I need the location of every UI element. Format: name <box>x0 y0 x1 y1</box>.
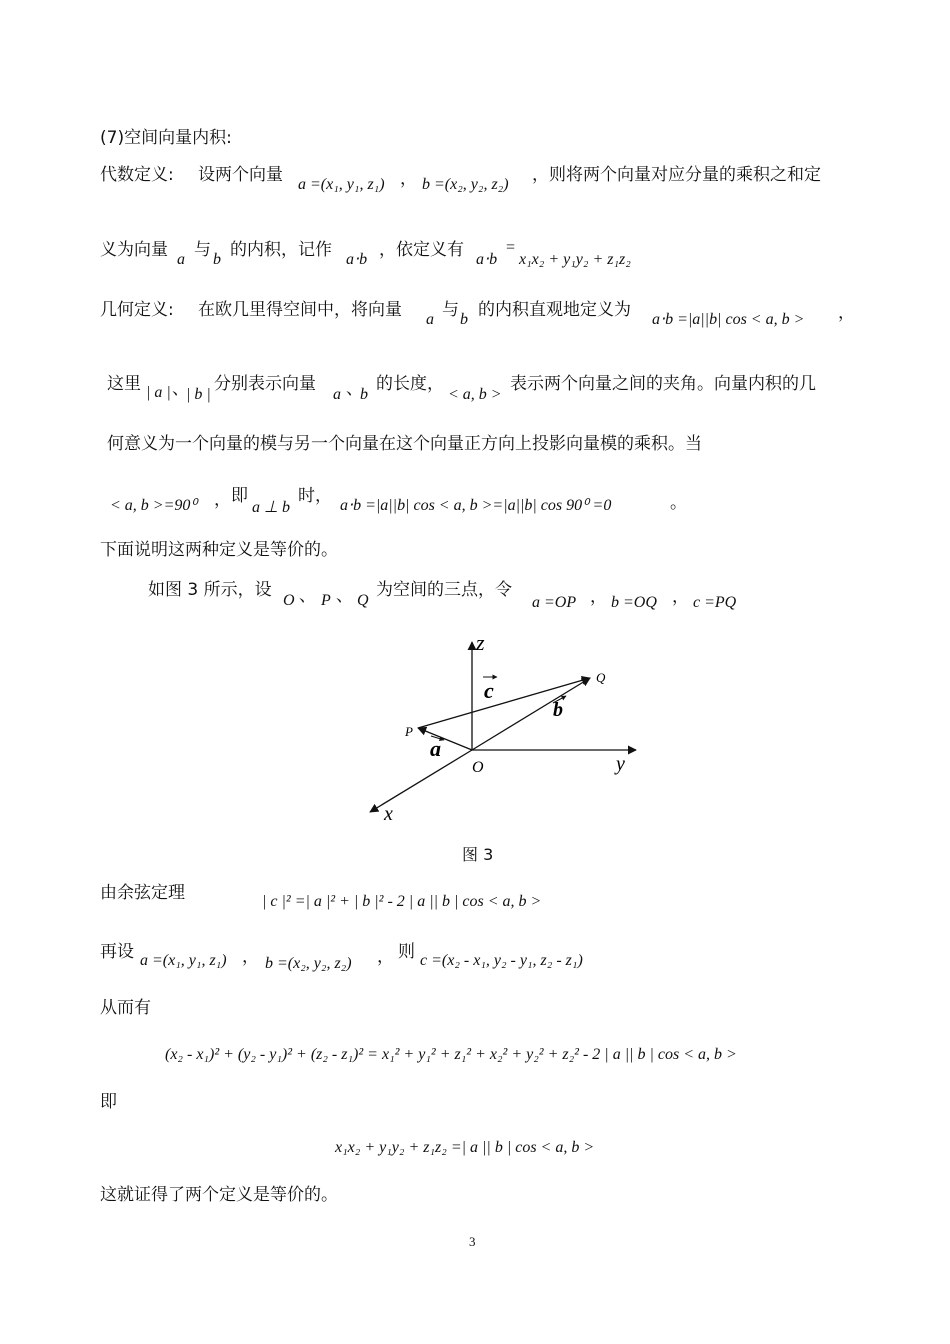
hence-label: 从而有 <box>100 998 151 1018</box>
algebraic-text1: 设两个向量 <box>198 165 283 185</box>
page-number: 3 <box>469 1234 476 1249</box>
geometric-abs-b: | b | <box>186 386 211 403</box>
algebraic-line2-a: 义为向量 <box>100 240 168 260</box>
algebraic-label: 代数定义: <box>100 165 174 185</box>
label-Q: Q <box>596 670 606 685</box>
figure-intro-a-def: a =OP <box>532 594 577 611</box>
reset-c-def: c =(x₂ - x₁, y₂ - y₁, z₂ - z₁) <box>420 952 583 969</box>
geometric-line4-comma: ， <box>214 490 231 510</box>
figure-intro-c-def: c =PQ <box>693 594 737 611</box>
figure-intro-P: P <box>321 592 331 609</box>
section-title: (7)空间向量内积: <box>100 128 232 148</box>
geometric-text2: 的内积直观地定义为 <box>478 300 631 320</box>
cosine-law-formula: | c |² =| a |² + | b |² - 2 | a || b | cos < a, b > <box>262 893 542 910</box>
label-y: y <box>616 753 625 775</box>
geometric-formula: a⋅b =|a||b| cos < a, b > <box>652 311 805 328</box>
geometric-sep: 、 <box>172 379 189 399</box>
label-a: a <box>430 736 441 761</box>
geometric-b2: b <box>360 386 368 403</box>
algebraic-line2-b: 的内积，记作 <box>230 240 332 260</box>
algebraic-b: b <box>213 251 221 268</box>
figure-intro-O: O <box>283 592 295 609</box>
label-c: c <box>484 678 494 703</box>
algebraic-notation: a⋅b <box>346 251 368 268</box>
reset-comma1: ， <box>242 947 259 967</box>
final-formula: x₁x₂ + y₁y₂ + z₁z₂ =| a || b | cos < a, b > <box>335 1139 595 1156</box>
figure-intro-comma1: ， <box>590 587 607 607</box>
label-O: O <box>472 759 484 776</box>
reset-text1: 再设 <box>100 942 134 962</box>
reset-ze: 则 <box>398 942 415 962</box>
reset-a-def: a =(x₁, y₁, z₁) <box>140 952 227 969</box>
algebraic-a: a <box>177 251 185 268</box>
geometric-line2-c: 的长度， <box>376 374 444 394</box>
conclusion: 这就证得了两个定义是等价的。 <box>100 1185 338 1205</box>
algebraic-with: 与 <box>194 240 211 260</box>
geometric-line3: 何意义为一个向量的模与另一个向量在这个向量正方向上投影向量模的乘积。当 <box>107 434 702 454</box>
geometric-abs-a: | a | <box>146 384 171 401</box>
geometric-label: 几何定义: <box>100 300 174 320</box>
algebraic-text2: ，则将两个向量对应分量的乘积之和定 <box>532 165 821 185</box>
geometric-line4-ji: 即 <box>231 486 248 506</box>
algebraic-formula-rhs: x₁x₂ + y₁y₂ + z₁z₂ <box>519 251 631 268</box>
geometric-b: b <box>460 311 468 328</box>
algebraic-line2-c: ，依定义有 <box>379 240 464 260</box>
geometric-a: a <box>426 311 434 328</box>
figure-intro-text1: 如图 3 所示，设 <box>148 580 272 600</box>
expanded-formula: (x₂ - x₁)² + (y₂ - y₁)² + (z₂ - z₁)² = x₁² + y₁² + z₁² + x₂² + y₂² + z₂² - 2 | a || b | cos < a, b > <box>165 1046 737 1063</box>
algebraic-formula-lhs: a⋅b <box>476 251 498 268</box>
algebraic-vec-a: a =(x₁, y₁, z₁) <box>298 176 385 193</box>
label-b: b <box>553 699 563 721</box>
figure-caption: 图 3 <box>462 845 494 864</box>
figure-3-diagram <box>360 630 650 830</box>
algebraic-vec-b: b =(x₂, y₂, z₂) <box>422 176 509 193</box>
label-z: z <box>476 630 485 655</box>
reset-b-def: b =(x₂, y₂, z₂) <box>265 955 352 972</box>
geometric-line4-end: 。 <box>670 493 687 513</box>
geometric-line4-formula: a⋅b =|a||b| cos < a, b >=|a||b| cos 90⁰ =0 <box>340 497 612 514</box>
geometric-a2: a <box>333 386 341 403</box>
geometric-line4-perp: a ⊥ b <box>252 499 290 516</box>
figure-intro-sep1: 、 <box>299 586 316 606</box>
algebraic-eq: = <box>506 239 516 256</box>
geometric-text1: 在欧几里得空间中，将向量 <box>198 300 402 320</box>
vector-a-line <box>418 728 472 750</box>
geometric-sep2: 、 <box>346 379 363 399</box>
geometric-line4-angle: < a, b >=90⁰ <box>110 497 197 514</box>
algebraic-comma1: ， <box>400 169 417 189</box>
figure-intro-comma2: ， <box>672 587 689 607</box>
geometric-comma: ， <box>838 303 855 323</box>
label-P: P <box>405 724 413 739</box>
geometric-with: 与 <box>442 300 459 320</box>
geometric-line2-a: 这里 <box>107 374 141 394</box>
equivalence-intro: 下面说明这两种定义是等价的。 <box>100 540 338 560</box>
figure-intro-sep2: 、 <box>336 586 353 606</box>
reset-comma2: ， <box>377 947 394 967</box>
vector-c-line <box>418 678 590 728</box>
geometric-line2-b: 分别表示向量 <box>214 374 316 394</box>
figure-intro-Q: Q <box>357 592 369 609</box>
ji-label: 即 <box>100 1092 117 1112</box>
figure-intro-b-def: b =OQ <box>611 594 657 611</box>
figure-intro-text2: 为空间的三点，令 <box>376 580 512 600</box>
geometric-line4-shi: 时， <box>298 486 332 506</box>
label-x: x <box>384 803 393 825</box>
geometric-line2-d: 表示两个向量之间的夹角。向量内积的几 <box>510 374 816 394</box>
cosine-law-label: 由余弦定理 <box>100 883 185 903</box>
geometric-angle: < a, b > <box>448 386 502 403</box>
